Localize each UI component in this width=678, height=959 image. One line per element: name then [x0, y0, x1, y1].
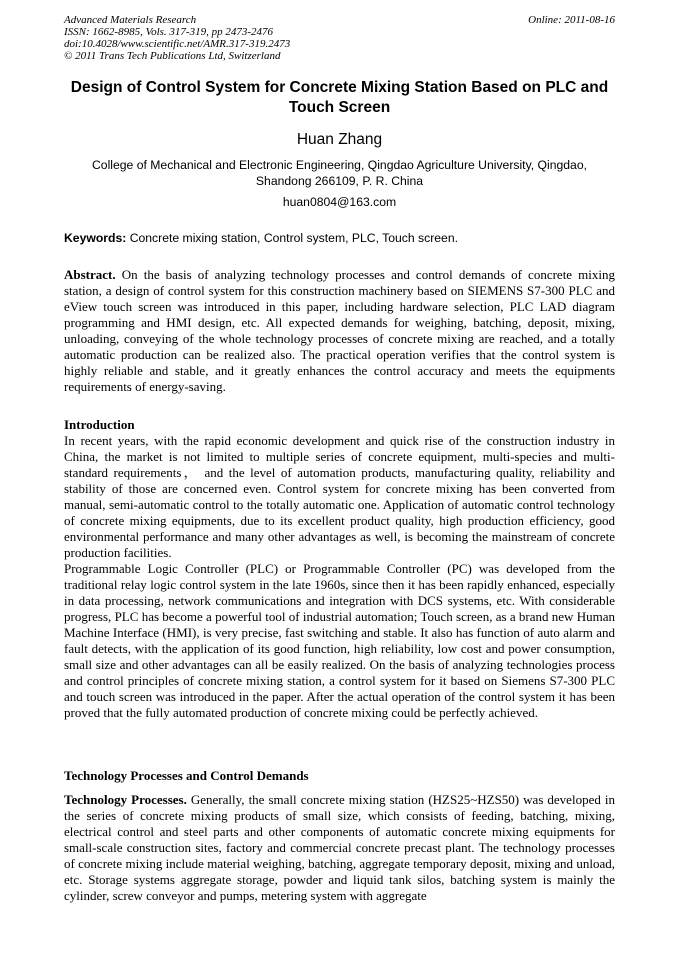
subsection-label: Technology Processes.: [64, 792, 187, 807]
issn: ISSN: 1662-8985, Vols. 317-319, pp 2473-2476: [64, 26, 273, 38]
online-date: Online: 2011-08-16: [528, 14, 615, 26]
journal-name: Advanced Materials Research: [64, 14, 197, 26]
section-body: [64, 792, 615, 904]
paper-title: Design of Control System for Concrete Mixing Station Based on PLC and Touch Screen: [70, 79, 609, 116]
paragraph: In recent years, with the rapid economic development and quick rise of the construction industry in China, the market is not limited to multiple series of concrete equipment, multi-species and multi-standard requirements， and the level of automation products, manufacturing quality, reliability and stability of those are concerned even. Control system for concrete mixing has been converted from manual, semi-automatic control to the totally automatic one. Application of automatic control technology of concrete mixing equipments, due to its excellent product quality, high production efficiency, good environmental performance and many other advantages as well, is becoming the mainstream of concrete production facilities.: [64, 433, 615, 560]
author: Huan Zhang: [296, 131, 383, 148]
keywords-label: Keywords:: [64, 231, 127, 245]
copyright: © 2011 Trans Tech Publications Ltd, Switzerland: [64, 50, 281, 62]
section-heading: Technology Processes and Control Demands: [64, 768, 309, 783]
paragraph: Generally, the small concrete mixing station (HZS25~HZS50) was developed in the series of concrete mixing products of small size, which consists of feeding, batching, mixing, electrical control and steel parts and other components of automatic concrete mixing equipments for small-scale construction sites, factory and commercial concrete precast plant. The technology processes of concrete mixing include material weighing, batching, aggregate temporary deposit, mixing and unload, etc. Storage systems aggregate storage, powder and liquid tank silos, batching system is mainly the cylinder, screw conveyor and pumps, metering system with aggregate: [64, 792, 615, 903]
affiliation: College of Mechanical and Electronic Engineering, Qingdao Agriculture University, Qingdao, Shandong 266109, P. R. China: [92, 158, 587, 188]
abstract-label: Abstract.: [64, 267, 116, 282]
paragraph: Programmable Logic Controller (PLC) or Programmable Controller (PC) was developed from the traditional relay logic control system in the late 1960s, since then it has been rapidly enhanced, especially in data processing, network communications and integration with DCS systems, etc. With considerable progress, PLC has become a powerful tool of industrial automation; Touch screen, as a brand new Human Machine Interface (HMI), is very precise, fast switching and stable. It also has function of auto alarm and fault detects, with the application of its good function, high reliability, low cost and power consumption, small size and other advantages can all be easily realized. On the basis of analyzing technologies process and control principles of concrete mixing station, a control system for it based on Siemens S7-300 PLC and touch screen was introduced in the paper. After the actual operation of the control system it has been proved that the fully automated production of concrete mixing could be perfectly achieved.: [64, 561, 615, 720]
introduction-body: [64, 433, 615, 721]
abstract: [64, 267, 615, 395]
keywords-text: Concrete mixing station, Control system, PLC, Touch screen.: [126, 231, 458, 245]
abstract-text: On the basis of analyzing technology processes and control demands of concrete mixing station, a design of control system for this construction machinery based on SIEMENS S7-300 PLC and eView touch screen was introduced in this paper, including hardware selection, PLC LAD diagram programming and HMI design, etc. All expected demands for weighing, batching, deposit, mixing, unloading, conveying of the whole technology processes of concrete mixing are reached, and a totally automatic production can be realized also. The practical operation verifies that the control system is highly reliable and stable, and it greatly enhances the control accuracy and meets the equipments requirements of energy-saving.: [64, 267, 615, 394]
doi: doi:10.4028/www.scientific.net/AMR.317-319.2473: [64, 38, 291, 50]
email: huan0804@163.com: [282, 195, 397, 209]
introduction-heading: Introduction: [64, 417, 135, 432]
keywords: [64, 231, 615, 245]
journal-header: [64, 14, 615, 62]
